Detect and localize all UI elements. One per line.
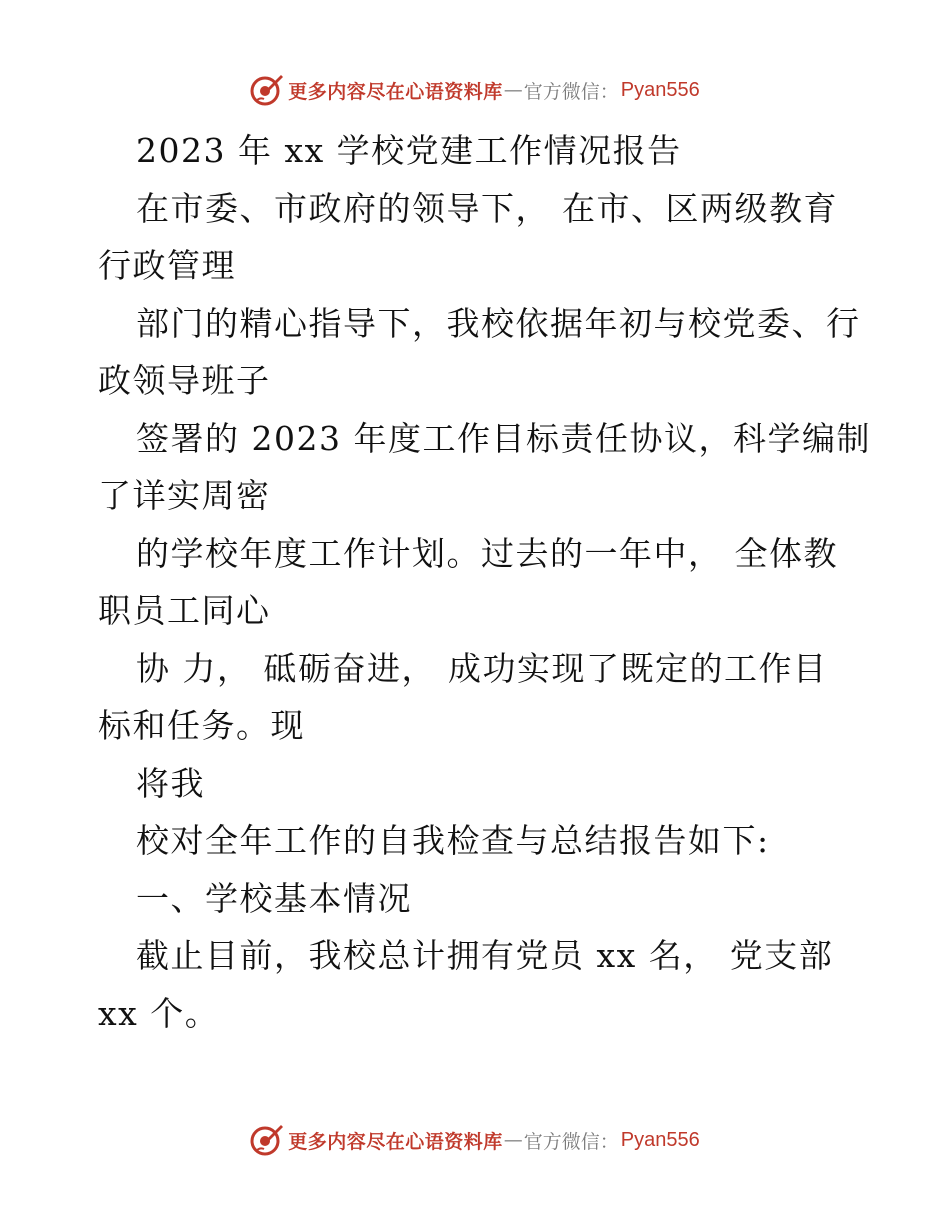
doc-line: 签署的 2023 年度工作目标责任协议，科学编制 [136,418,871,458]
watermark-wechat-id: Pyan556 [620,1128,700,1151]
watermark-banner-top [0,70,950,110]
doc-line: 在市委、市政府的领导下， 在市、区两级教育 [136,188,838,228]
doc-title: 2023 年 xx 学校党建工作情况报告 [136,131,682,170]
watermark-dash: — [503,1129,523,1151]
doc-line: 政领导班子 [98,361,271,400]
document-body [98,122,871,1042]
watermark-banner-bottom [0,1120,950,1160]
section-heading: 一、学校基本情况 [136,878,412,918]
pen-logo-icon [250,73,284,107]
watermark-dash: — [503,79,523,101]
doc-line: xx 个。 [98,993,220,1033]
doc-line: 校对全年工作的自我检查与总结报告如下: [136,821,770,860]
doc-line: 行政管理 [98,246,236,285]
watermark-title: 更多内容尽在心语资料库 [288,80,503,103]
doc-line: 标和任务。现 [98,706,305,745]
doc-line: 的学校年度工作计划。过去的一年中， 全体教 [136,533,838,573]
doc-line: 协 力， 砥砺奋进， 成功实现了既定的工作目 [136,648,828,688]
watermark-wechat-id: Pyan556 [620,78,700,101]
doc-line: 截止目前，我校总计拥有党员 xx 名， 党支部 [136,936,834,975]
watermark-title: 更多内容尽在心语资料库 [288,1130,503,1153]
doc-line: 部门的精心指导下，我校依据年初与校党委、行 [136,303,861,343]
pen-logo-icon [250,1123,284,1157]
doc-line: 将我 [136,763,205,803]
doc-line: 职员工同心 [98,591,271,630]
doc-line: 了详实周密 [98,476,271,515]
watermark-wechat-label: 官方微信： [523,1130,619,1153]
watermark-wechat-label: 官方微信： [523,80,619,103]
